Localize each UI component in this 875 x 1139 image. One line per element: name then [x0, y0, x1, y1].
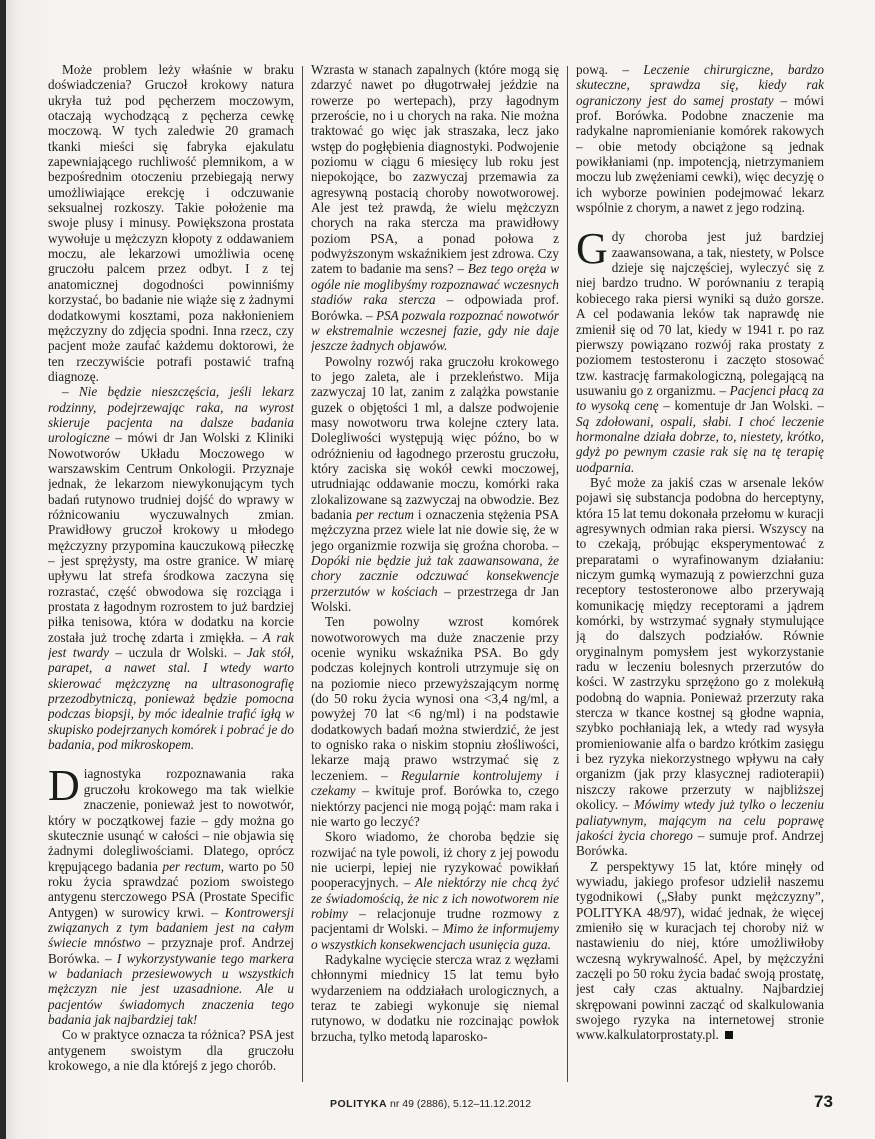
- issue-info: nr 49 (2886), 5.12–11.12.2012: [390, 1098, 532, 1110]
- page-edge: [0, 0, 6, 1139]
- paragraph: Skoro wiadomo, że choroba będzie się rozwijać na tyle powoli, iż chory z jej powodu nie ucierpi, lepiej nie ryzykować powikłań pooperacyjnych. – Ale niektórzy nie chcą żyć ze świadomością, że nic z ich nowotworem nie robimy – relacjonuje trudne rozmowy z pacjentami dr Wolski. – Mimo że informujemy o wszystkich konsekwencjach usunięcia guza.: [311, 829, 559, 952]
- paragraph: Radykalne wycięcie stercza wraz z węzłami chłonnymi miednicy 15 lat temu było wydarzeniem na oddziałach urologicznych, a teraz te zabiegi wykonuje się niemal rutynowo, w dodatku nie rozcinając powłok brzucha, tylko metodą laparosko-: [311, 951, 559, 1044]
- end-of-article-mark: [725, 1031, 733, 1039]
- drop-cap: D: [48, 761, 80, 811]
- magazine-name: POLITYKA: [330, 1098, 388, 1110]
- paragraph: Powolny rozwój raka gruczołu krokowego to jego zaleta, ale i przekleństwo. Mija zazwyczaj 10 lat, zanim z zalążka powstanie guzek o objętości 1 ml, a dalsze podwojenie masy nowotworu trwa kolejne cztery lata. Dolegliwości występują więc późno, bo w odróżnieniu od łagodnego przerostu gruczołu, który zaciska się wokół cewki moczowej, utrudniając oddawanie moczu, komórki raka zlokalizowane są zazwyczaj na obwodzie. Bez badania per rectum i oznaczenia stężenia PSA mężczyzna przez wiele lat nie dowie się, że w jego organizmie rozwija się groźna choroba. – Dopóki nie będzie już tak zaawansowana, że chory zacznie odczuwać konsekwencje przerzutów w kościach – przestrzega dr Jan Wolski.: [311, 353, 559, 615]
- page-number: 73: [814, 1092, 833, 1111]
- paragraph: – Nie będzie nieszczęścia, jeśli lekarz rodzinny, podejrzewając raka, na wyrost skieruje pacjenta na dalsze badania urologiczne – mówi dr Jan Wolski z Kliniki Nowotworów Układu Moczowego w warszawskim Centrum Onkologii. Przyznaje jednak, że lekarzom niewykonującym tych badań rutynowo trudniej dojść do wprawy w różnicowaniu wyczuwalnych zmian. Prawidłowy gruczoł krokowy u młodego mężczyzny przypomina kauczukową piłeczkę – jest sprężysty, ma ostre granice. W miarę upływu lat strefa środkowa zaczyna się rozrastać, część obwodowa się rozciąga i prostata z łagodnym rozrostem to już bardziej piłka tenisowa, która w dodatku na korcie została już trochę zdarta i zmiękła. – A rak jest twardy – uczula dr Wolski. – Jak stół, parapet, a nawet stal. I wtedy warto skierować mężczyznę na ultrasonografię przezodbytniczą, ponieważ będzie pomocna podczas biopsji, by móc idealnie trafić igłą w skupisko podejrzanych komórek i pobrać je do badania, pod mikroskopem.: [48, 384, 294, 753]
- article-column-2: [311, 62, 559, 1088]
- column-divider: [567, 66, 568, 1082]
- paragraph: Z perspektywy 15 lat, które minęły od wywiadu, jakiego profesor udzielił naszemu tygodnikowi („Słaby punkt mężczyzny”, POLITYKA 48/97), widać jednak, że więcej zmieniło się w kuracjach tej choroby niż w nastawieniu do niej, które umożliwiłoby wczesną wykrywalność. Apel, by mężczyźni zaczęli po 50 roku życia badać swoją prostatę, jest cały czas aktualny. Najbardziej skrępowani powinni zacząć od skalkulowania swojego ryzyka na internetowej stronie www.kalkulatorprostaty.pl.: [576, 858, 824, 1043]
- paragraph: Wzrasta w stanach zapalnych (które mogą się zdarzyć nawet po długotrwałej jeździe na rowerze po wertepach), przy łagodnym przeroście, no i u chorych na raka. Nie można traktować go więc jak straszaka, lecz jako wstęp do pogłębienia diagnostyki. Podwojenie poziomu w ciągu 6 miesięcy lub roku jest niepokojące, bo zazwyczaj przemawia za agresywną postacią choroby nowotworowej. Ale jest też prawdą, że wielu mężczyzn chorych na raka stercza ma prawidłowy poziom PSA, a ponad połowa z podwyższonym wskaźnikiem jest zdrowa. Czy zatem to badanie ma sens? – Bez tego oręża w ogóle nie moglibyśmy rozpoznawać wczesnych stadiów raka stercza – odpowiada prof. Borówka. – PSA pozwala rozpoznać nowotwór w ekstremalnie wczesnej fazie, gdy nie daje jeszcze żadnych objawów.: [311, 62, 559, 354]
- paragraph: pową. – Leczenie chirurgiczne, bardzo skuteczne, sprawdza się, kiedy rak ograniczony jest do samej prostaty – mówi prof. Borówka. Podobne znaczenie ma radykalne napromienianie komórek rakowych – obie metody obciążone są jednak powikłaniami (np. impotencją, nietrzymaniem moczu lub zwężeniami cewki), więc decyzję o ich wyborze powinien podejmować lekarz wspólnie z chorym, a nawet z jego rodziną.: [576, 62, 824, 216]
- paragraph: Być może za jakiś czas w arsenale leków pojawi się substancja podobna do herceptyny, która 15 lat temu dokonała przełomu w kuracji agresywnych odmian raka piersi. Wszyscy na to czekają, próbując eksperymentować z preparatami o wyrafinowanym działaniu: niczym gumką wymazują z powierzchni guza receptory testosteronowe albo przerywają komunikację między receptorami a jądrem komórki, by wstrzymać sygnały stymulujące ją do dalszych podziałów. Równie oryginalnym pomysłem jest wykorzystanie radu w leczeniu bolesnych przerzutów do kości. W zastrzyku sprzężono go z molekułą podobną do wapnia. Ponieważ przerzuty raka stercza w tkance kostnej są głodne wapnia, szybko pochłaniają lek, a wtedy rad wysyła promieniowanie alfa o bardzo krótkim zasięgu i bez ryzyka niekorzystnego wpływu na cały organizm (jak przy klasycznej radioterapii) niszczy rakowe przerzuty w najbliższej okolicy. – Mówimy wtedy już tylko o leczeniu paliatywnym, mającym na celu poprawę jakości życia chorego – sumuje prof. Andrzej Borówka.: [576, 474, 824, 859]
- article-column-3: [576, 62, 824, 1088]
- paragraph-dropcap: Gdy choroba jest już bardziej zaawansowana, a tak, niestety, w Polsce dzieje się najczęściej, wyleczyć się z niej bardzo trudno. W porównaniu z terapią kobiecego raka piersi wyniki są dużo gorsze. A cel podawania leków tak naprawdę nie zmienił się od 70 lat, kiedy w 1941 r. po raz pierwszy powiązano rozwój raka prostaty z poziomem testosteronu i zaczęto stosować tzw. kastrację farmakologiczną, polegającą na usuwaniu go z organizmu. – Pacjenci płacą za to wysoką cenę – komentuje dr Jan Wolski. – Są zdołowani, ospali, słabi. I choć leczenie hormonalne działa dobrze, to, niestety, krótko, gdyż po pewnym czasie rak się na tę terapię uodparnia.: [576, 224, 824, 475]
- paragraph-dropcap: Diagnostyka rozpoznawania raka gruczołu krokowego ma tak wielkie znaczenie, ponieważ jest to nowotwór, który w początkowej fazie – gdy można go skutecznie usunąć w całości – nie objawia się żadnymi dolegliwościami. Dlatego, oprócz krępującego badania per rectum, warto po 50 roku życia sprawdzać poziom swoistego antygenu sterczowego PSA (Prostate Specific Antygen) w surowicy krwi. – Kontrowersji związanych z tym badaniem jest na całym świecie mnóstwo – przyznaje prof. Andrzej Borówka. – I wykorzystywanie tego markera w badaniach przesiewowych u wszystkich mężczyzn nie jest uzasadnione. Ale u pacjentów świadomych znaczenia tego badania jak najbardziej tak!: [48, 761, 294, 1027]
- column-divider: [302, 66, 303, 1082]
- page-footer: [330, 1098, 531, 1110]
- paragraph: Może problem leży właśnie w braku doświadczenia? Gruczoł krokowy natura ukryła tuż pod pęcherzem moczowym, otaczają wychodzącą z pęcherza cewkę moczową. W tych zaledwie 20 gramach tkanki mieści się fabryka ejakulatu zapewniającego ruchliwość plemnikom, a w bezpośrednim otoczeniu przebiegają nerwy umożliwiające erekcję i odczuwanie seksualnej rozkoszy. Takie położenie ma swoje plusy i minusy. Powiększona prostata wywołuje u mężczyzn kłopoty z oddawaniem moczu, ale lekarzowi umożliwia ocenę gruczołu palcem przez odbyt. I z tej anatomicznej dogodności powinniśmy korzystać, bo badanie nie wiąże się z żadnymi dodatkowymi kosztami, poza nakłonieniem mężczyzny do zdjęcia spodni. Inna rzecz, czy pacjent może zaufać każdemu doktorowi, że ten rzeczywiście potrafi postawić trafną diagnozę.: [48, 62, 294, 384]
- article-column-1: [48, 62, 294, 1088]
- paragraph: Ten powolny wzrost komórek nowotworowych ma duże znaczenie przy ocenie wyniku wskaźnika PSA. Bo gdy podczas kolejnych kontroli utrzymuje się on na poziomie nieco przewyższającym normę (do 50 roku życia wynosi ona <3,4 ng/ml, a powyżej 70 lat <6 ng/ml) i na podstawie dodatkowych badań można stwierdzić, że jest to ognisko raka o niskim stopniu złośliwości, lekarze mają prawo wstrzymać się z leczeniem. – Regularnie kontrolujemy i czekamy – kwituje prof. Borówka to, czego niektórzy pacjenci nie mogą pojąć: mam raka i nie warto go leczyć?: [311, 614, 559, 829]
- paragraph: Co w praktyce oznacza ta różnica? PSA jest antygenem swoistym dla gruczołu krokowego, a nie dla którejś z jego chorób.: [48, 1027, 294, 1073]
- drop-cap: G: [576, 224, 608, 274]
